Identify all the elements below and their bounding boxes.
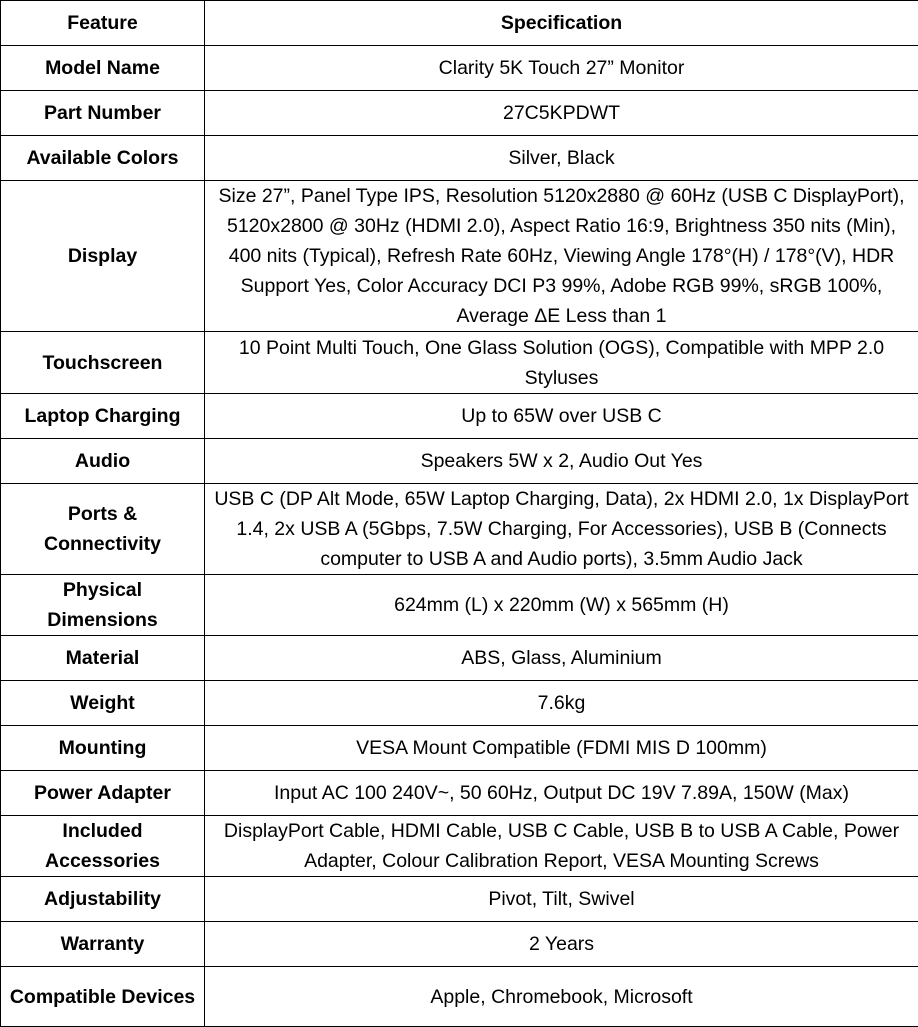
feature-cell: Power Adapter: [1, 771, 205, 816]
table-row: [1, 484, 918, 575]
spec-cell: VESA Mount Compatible (FDMI MIS D 100mm): [205, 726, 918, 771]
table-row: [1, 394, 918, 439]
feature-cell: Material: [1, 636, 205, 681]
table-row: [1, 877, 918, 922]
header-row: [1, 1, 918, 46]
spec-cell: ABS, Glass, Aluminium: [205, 636, 918, 681]
spec-table-header: [1, 1, 918, 46]
spec-cell: 27C5KPDWT: [205, 91, 918, 136]
feature-cell: Adjustability: [1, 877, 205, 922]
table-row: [1, 181, 918, 332]
feature-cell: Weight: [1, 681, 205, 726]
feature-cell: Touchscreen: [1, 332, 205, 394]
table-row: [1, 922, 918, 967]
table-row: [1, 575, 918, 636]
feature-cell: Laptop Charging: [1, 394, 205, 439]
table-row: [1, 332, 918, 394]
feature-cell: Mounting: [1, 726, 205, 771]
feature-cell: Audio: [1, 439, 205, 484]
feature-cell: Compatible Devices: [1, 967, 205, 1027]
feature-cell: Available Colors: [1, 136, 205, 181]
spec-cell: Size 27”, Panel Type IPS, Resolution 5120x2880 @ 60Hz (USB C DisplayPort), 5120x2800 @ 30Hz (HDMI 2.0), Aspect Ratio 16:9, Brightness 350 nits (Min), 400 nits (Typical), Refresh Rate 60Hz, Viewing Angle 178°(H) / 178°(V), HDR Support Yes, Color Accuracy DCI P3 99%, Adobe RGB 99%, sRGB 100%, Average ΔE Less than 1: [205, 181, 918, 332]
spec-cell: Speakers 5W x 2, Audio Out Yes: [205, 439, 918, 484]
table-row: [1, 136, 918, 181]
feature-column-header: Feature: [1, 1, 205, 46]
feature-cell: Ports & Connectivity: [1, 484, 205, 575]
spec-cell: Clarity 5K Touch 27” Monitor: [205, 46, 918, 91]
table-row: [1, 439, 918, 484]
feature-cell: Model Name: [1, 46, 205, 91]
spec-cell: Pivot, Tilt, Swivel: [205, 877, 918, 922]
spec-cell: 624mm (L) x 220mm (W) x 565mm (H): [205, 575, 918, 636]
table-row: [1, 636, 918, 681]
table-row: [1, 726, 918, 771]
spec-cell: 10 Point Multi Touch, One Glass Solution (OGS), Compatible with MPP 2.0 Styluses: [205, 332, 918, 394]
spec-cell: Input AC 100 240V~, 50 60Hz, Output DC 19V 7.89A, 150W (Max): [205, 771, 918, 816]
spec-table-body: [1, 46, 918, 1027]
spec-cell: 2 Years: [205, 922, 918, 967]
feature-cell: Part Number: [1, 91, 205, 136]
table-row: [1, 46, 918, 91]
spec-cell: USB C (DP Alt Mode, 65W Laptop Charging, Data), 2x HDMI 2.0, 1x DisplayPort 1.4, 2x USB A (5Gbps, 7.5W Charging, For Accessories), USB B (Connects computer to USB A and Audio ports), 3.5mm Audio Jack: [205, 484, 918, 575]
spec-cell: Up to 65W over USB C: [205, 394, 918, 439]
spec-cell: Apple, Chromebook, Microsoft: [205, 967, 918, 1027]
table-row: [1, 967, 918, 1027]
spec-cell: DisplayPort Cable, HDMI Cable, USB C Cable, USB B to USB A Cable, Power Adapter, Colour Calibration Report, VESA Mounting Screws: [205, 816, 918, 877]
feature-cell: Display: [1, 181, 205, 332]
spec-cell: Silver, Black: [205, 136, 918, 181]
table-row: [1, 91, 918, 136]
feature-cell: Included Accessories: [1, 816, 205, 877]
table-row: [1, 771, 918, 816]
table-row: [1, 681, 918, 726]
feature-cell: Warranty: [1, 922, 205, 967]
feature-cell: Physical Dimensions: [1, 575, 205, 636]
spec-cell: 7.6kg: [205, 681, 918, 726]
specification-column-header: Specification: [205, 1, 918, 46]
table-row: [1, 816, 918, 877]
